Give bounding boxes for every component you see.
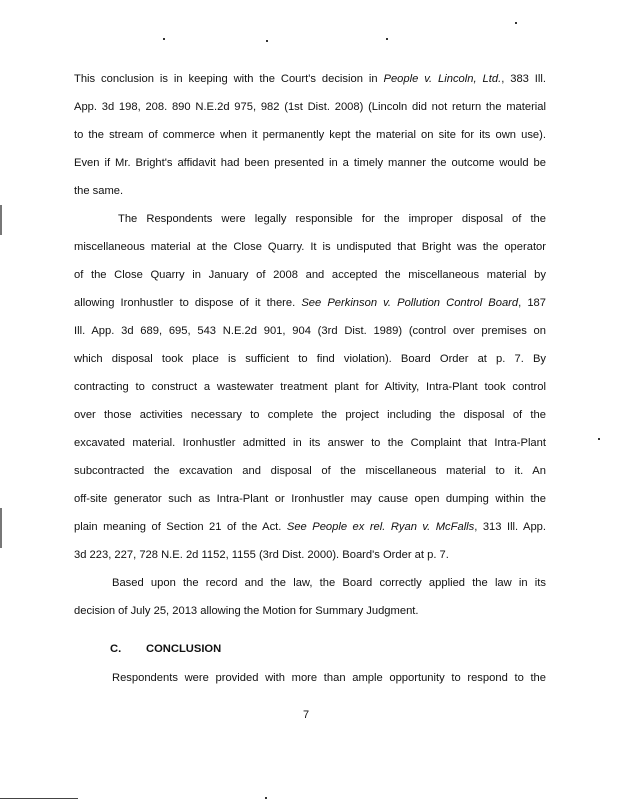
scan-speck [598,438,600,440]
text-line: The Respondents were legally responsible for the improper disposal of the [118,213,546,225]
scan-edge [0,205,2,235]
section-letter: C. [110,643,122,655]
section-title: CONCLUSION [146,643,222,655]
text-line: the same. [74,185,124,197]
text-line: over those activities necessary to complete the project including the disposal of the [74,409,546,421]
scan-speck [163,38,165,40]
scan-speck [265,797,267,799]
text-line: of the Close Quarry in January of 2008 and accepted the miscellaneous material by [74,269,546,281]
scan-edge [0,508,2,548]
text-line: subcontracted the excavation and disposal of the miscellaneous material to it. An [74,465,546,477]
case-citation: See Perkinson v. Pollution Control Board [301,297,519,309]
text-line: which disposal took place is sufficient to find violation). Board Order at p. 7. By [74,353,546,365]
case-citation: See People ex rel. Ryan v. McFalls [286,521,475,533]
text-line: This conclusion is in keeping with the Court's decision in People v. Lincoln, Ltd., 383 Ill. [74,73,546,85]
scan-speck [386,38,388,40]
text-line: to the stream of commerce when it permanently kept the material on site for its own use). [74,129,546,141]
text-line: allowing Ironhustler to dispose of it there. See Perkinson v. Pollution Control Board, 187 [74,297,546,309]
text-line: App. 3d 198, 208. 890 N.E.2d 975, 982 (1st Dist. 2008) (Lincoln did not return the material [74,101,546,113]
text-line: Ill. App. 3d 689, 695, 543 N.E.2d 901, 904 (3rd Dist. 1989) (control over premises on [74,325,546,337]
text-line: excavated material. Ironhustler admitted in its answer to the Complaint that Intra-Plant [74,437,546,449]
text-line: 3d 223, 227, 728 N.E. 2d 1152, 1155 (3rd Dist. 2000). Board's Order at p. 7. [74,549,449,561]
text-line: decision of July 25, 2013 allowing the Motion for Summary Judgment. [74,605,419,617]
page-number: 7 [303,709,310,721]
text-line: contracting to construct a wastewater treatment plant for Altivity, Intra-Plant took control [74,381,546,393]
scan-edge [0,798,78,799]
text-line: plain meaning of Section 21 of the Act. See People ex rel. Ryan v. McFalls, 313 Ill. App. [74,521,547,533]
text-line: Even if Mr. Bright's affidavit had been presented in a timely manner the outcome would be [74,157,546,169]
text-line: Based upon the record and the law, the Board correctly applied the law in its [112,577,546,589]
scan-speck [515,22,517,24]
text-line: off-site generator such as Intra-Plant or Ironhustler may cause open dumping within the [74,493,546,505]
text-line: Respondents were provided with more than ample opportunity to respond to the [112,672,546,684]
text-line: miscellaneous material at the Close Quarry. It is undisputed that Bright was the operator [74,241,546,253]
scan-speck [266,40,268,42]
case-citation: People v. Lincoln, Ltd. [383,73,502,85]
